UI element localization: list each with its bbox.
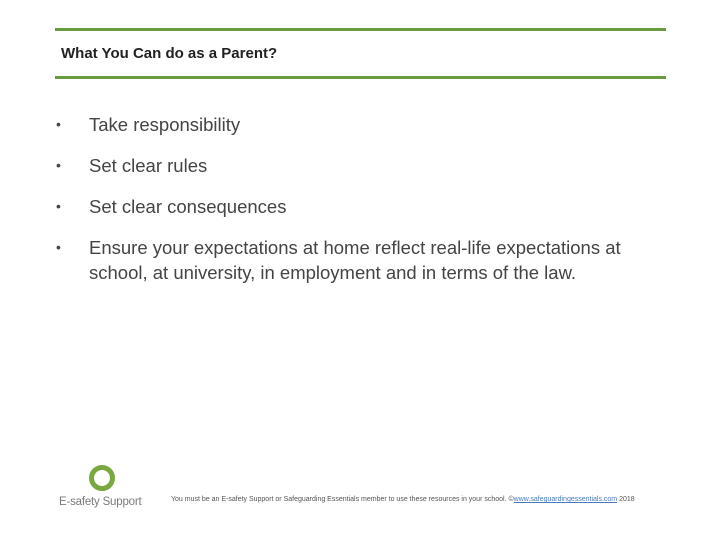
list-item <box>56 235 656 285</box>
list-item <box>56 112 656 137</box>
esafety-support-logo <box>57 462 149 516</box>
bullet-list <box>56 112 656 301</box>
bullet-text: Set clear consequences <box>89 196 287 217</box>
list-item <box>56 153 656 178</box>
footer-note-prefix: You must be an E-safety Support or Safeguarding Essentials member to use these resources in your school. © <box>171 496 514 503</box>
footer-note <box>171 496 635 503</box>
bullet-marker: • <box>56 239 61 255</box>
bottom-rule <box>55 76 666 79</box>
bullet-marker: • <box>56 157 61 173</box>
bullet-text: Ensure your expectations at home reflect real-life expectations at school, at university, in employment and in terms of the law. <box>89 237 621 283</box>
bullet-marker: • <box>56 198 61 214</box>
list-item <box>56 194 656 219</box>
top-rule <box>55 28 666 31</box>
slide-title: What You Can do as a Parent? <box>61 45 278 62</box>
bullet-marker: • <box>56 116 61 132</box>
footer-note-suffix: 2018 <box>617 496 635 503</box>
bullet-text: Take responsibility <box>89 114 241 135</box>
green-ring-logo-icon <box>88 464 116 492</box>
bullet-text: Set clear rules <box>89 155 208 176</box>
footer-link[interactable]: www.safeguardingessentials.com <box>513 496 618 503</box>
logo-text: E-safety Support <box>59 496 142 508</box>
